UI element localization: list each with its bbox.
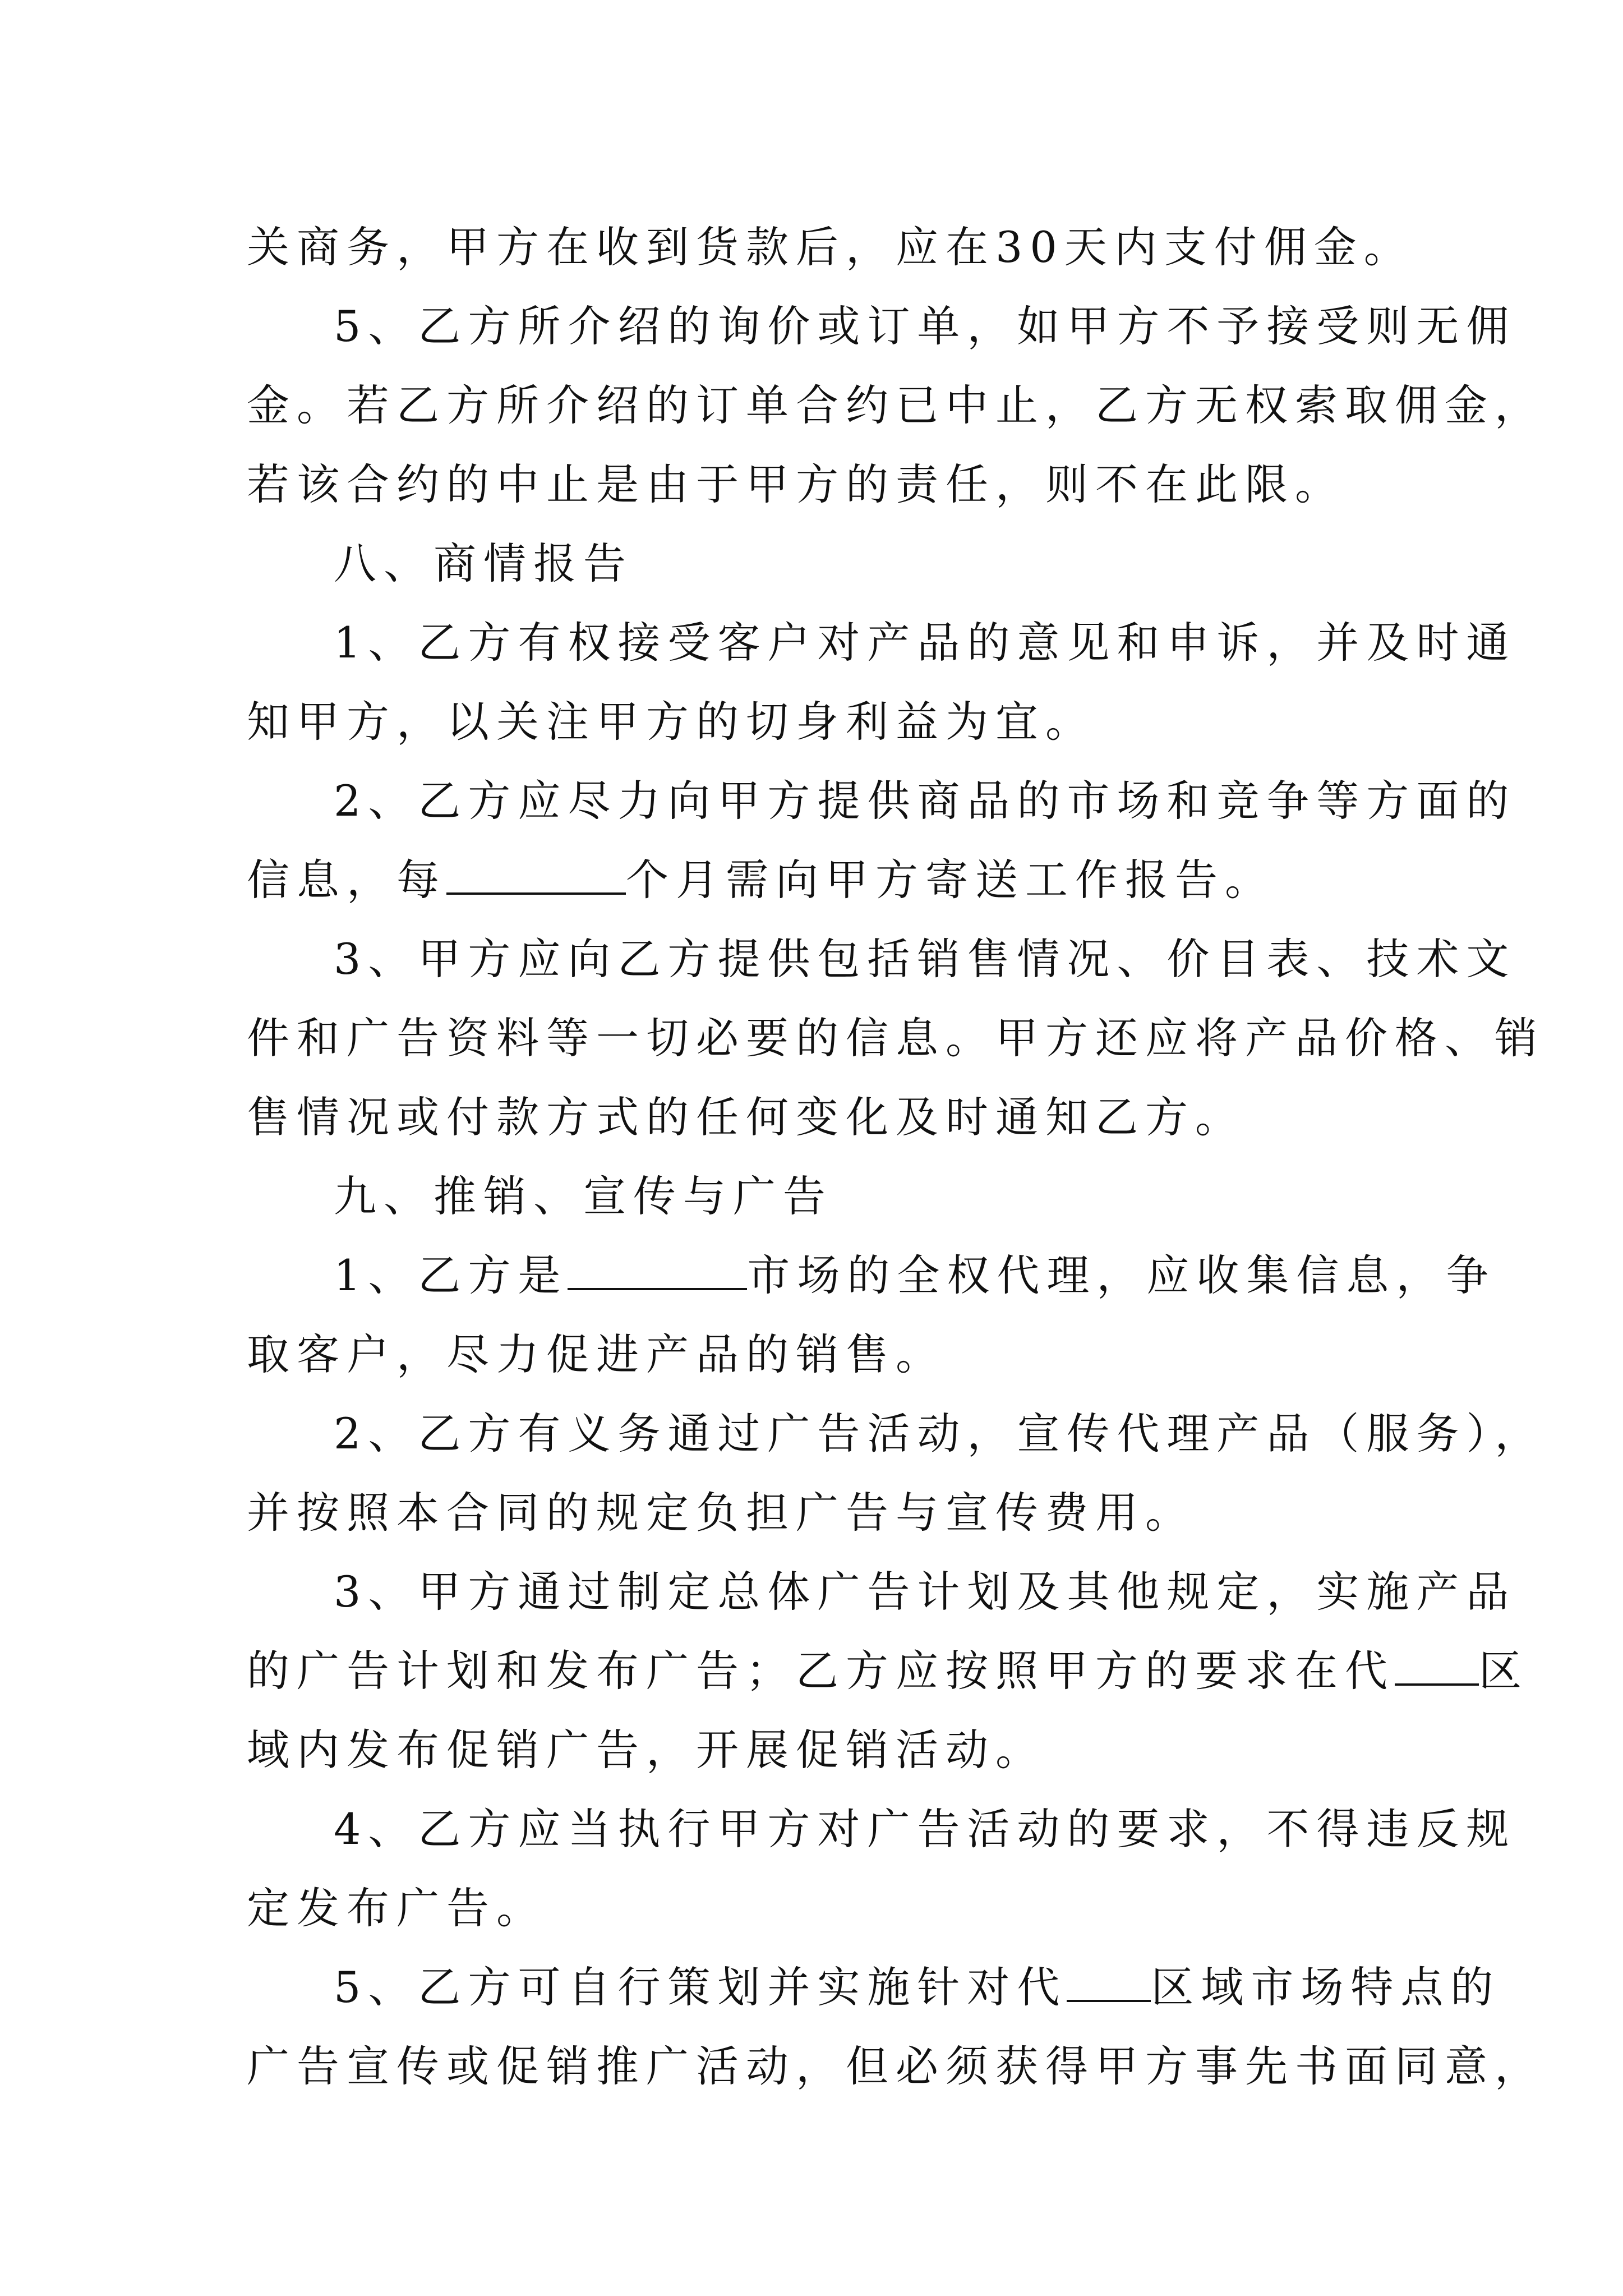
- text-line: 关商务，甲方在收到货款后，应在30天内支付佣金。: [247, 222, 1414, 272]
- text-line: 售情况或付款方式的任何变化及时通知乙方。: [247, 1092, 1245, 1142]
- document-body: [247, 208, 1545, 2106]
- clause-paragraph-line: 5、乙方所介绍的询价或订单，如甲方不予接受则无佣: [334, 301, 1516, 351]
- clause-paragraph-line: 3、甲方通过制定总体广告计划及其他规定，实施产品: [334, 1567, 1516, 1617]
- text-segment: 1、乙方是: [334, 1250, 568, 1300]
- fill-in-blank[interactable]: [1067, 1961, 1151, 2002]
- text-segment: 5、乙方可自行策划并实施针对代: [334, 1962, 1067, 2012]
- fill-in-blank[interactable]: [568, 1249, 747, 1290]
- text-segment: 区: [1479, 1646, 1529, 1696]
- text-line: 知甲方，以关注甲方的切身利益为宜。: [247, 697, 1095, 747]
- text-segment: 个月需向甲方寄送工作报告。: [626, 855, 1275, 905]
- clause-paragraph-line: 4、乙方应当执行甲方对广告活动的要求，不得违反规: [334, 1804, 1516, 1854]
- text-segment: 的广告计划和发布广告；乙方应按照甲方的要求在代: [247, 1646, 1395, 1696]
- text-line: 广告宣传或促销推广活动，但必须获得甲方事先书面同意，: [247, 2041, 1544, 2091]
- clause-paragraph-line: [247, 1236, 1496, 1315]
- fill-in-blank[interactable]: [1395, 1644, 1479, 1686]
- text-line: 金。若乙方所介绍的订单合约已中止，乙方无权索取佣金，: [247, 380, 1544, 430]
- text-segment: 区域市场特点的: [1151, 1962, 1501, 2012]
- clause-paragraph-line: [247, 1948, 1501, 2027]
- text-segment: 市场的全权代理，应收集信息，争: [747, 1250, 1496, 1300]
- text-line: [247, 840, 1380, 919]
- clause-paragraph-line: 2、乙方应尽力向甲方提供商品的市场和竞争等方面的: [334, 776, 1516, 826]
- text-line: 并按照本合同的规定负担广告与宣传费用。: [247, 1488, 1195, 1538]
- fill-in-blank[interactable]: [446, 853, 626, 895]
- clause-paragraph-line: 3、甲方应向乙方提供包括销售情况、价目表、技术文: [334, 934, 1516, 984]
- section-heading-9: 九、推销、宣传与广告: [334, 1171, 833, 1221]
- section-heading-8: 八、商情报告: [334, 539, 633, 588]
- text-line: 件和广告资料等一切必要的信息。甲方还应将产品价格、销: [247, 1013, 1544, 1063]
- text-line: 域内发布促销广告，开展促销活动。: [247, 1725, 1045, 1775]
- text-line: 若该合约的中止是由于甲方的责任，则不在此限。: [247, 459, 1345, 509]
- text-line: 定发布广告。: [247, 1883, 546, 1933]
- clause-paragraph-line: 1、乙方有权接受客户对产品的意见和申诉，并及时通: [334, 618, 1516, 668]
- text-segment: 信息，每: [247, 855, 446, 905]
- text-line: 取客户，尽力促进产品的销售。: [247, 1329, 946, 1379]
- text-line: [247, 1631, 1529, 1710]
- clause-paragraph-line: 2、乙方有义务通过广告活动，宣传代理产品（服务），: [334, 1409, 1545, 1458]
